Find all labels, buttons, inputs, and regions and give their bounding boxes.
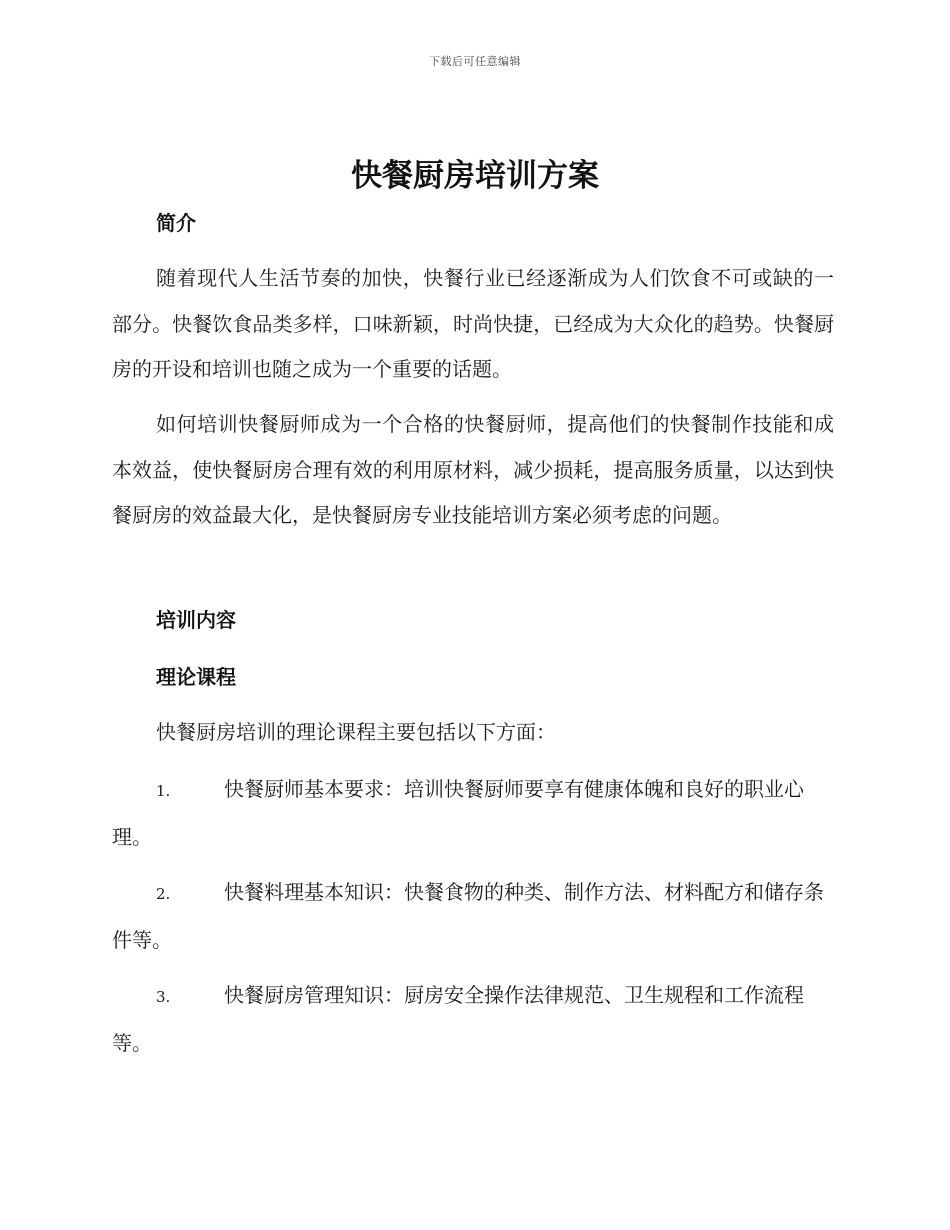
intro-paragraph-2: 如何培训快餐厨师成为一个合格的快餐厨师，提高他们的快餐制作技能和成本效益，使快餐厨房合理有效的利用原材料，减少损耗，提高服务质量，以达到快餐厨房的效益最大化，是快餐厨房专业技能培训方案必须考虑的问题。 bbox=[112, 412, 834, 527]
training-content-heading: 培训内容 bbox=[156, 608, 236, 632]
list-item-number: 3. bbox=[156, 988, 171, 1006]
list-item-text: 快餐厨房管理知识：厨房安全操作法律规范、卫生规程和工作流程等。 bbox=[112, 983, 804, 1055]
list-item bbox=[112, 973, 834, 1066]
document-title: 快餐厨房培训方案 bbox=[351, 158, 599, 194]
list-item-number: 1. bbox=[156, 782, 171, 800]
theory-course-heading: 理论课程 bbox=[156, 665, 236, 689]
list-item-number: 2. bbox=[156, 885, 171, 903]
list-item-text: 快餐厨师基本要求：培训快餐厨师要享有健康体魄和良好的职业心理。 bbox=[112, 777, 804, 849]
intro-paragraph-1: 随着现代人生活节奏的加快，快餐行业已经逐渐成为人们饮食不可或缺的一部分。快餐饮食品类多样，口味新颖，时尚快捷，已经成为大众化的趋势。快餐厨房的开设和培训也随之成为一个重要的话题。 bbox=[112, 266, 834, 381]
theory-intro-paragraph: 快餐厨房培训的理论课程主要包括以下方面： bbox=[156, 720, 556, 744]
intro-heading: 简介 bbox=[156, 211, 196, 235]
list-item-text: 快餐料理基本知识：快餐食物的种类、制作方法、材料配方和储存条件等。 bbox=[112, 880, 824, 952]
page-header-note: 下载后可任意编辑 bbox=[429, 55, 521, 68]
list-item bbox=[112, 767, 834, 860]
list-item bbox=[112, 870, 834, 963]
